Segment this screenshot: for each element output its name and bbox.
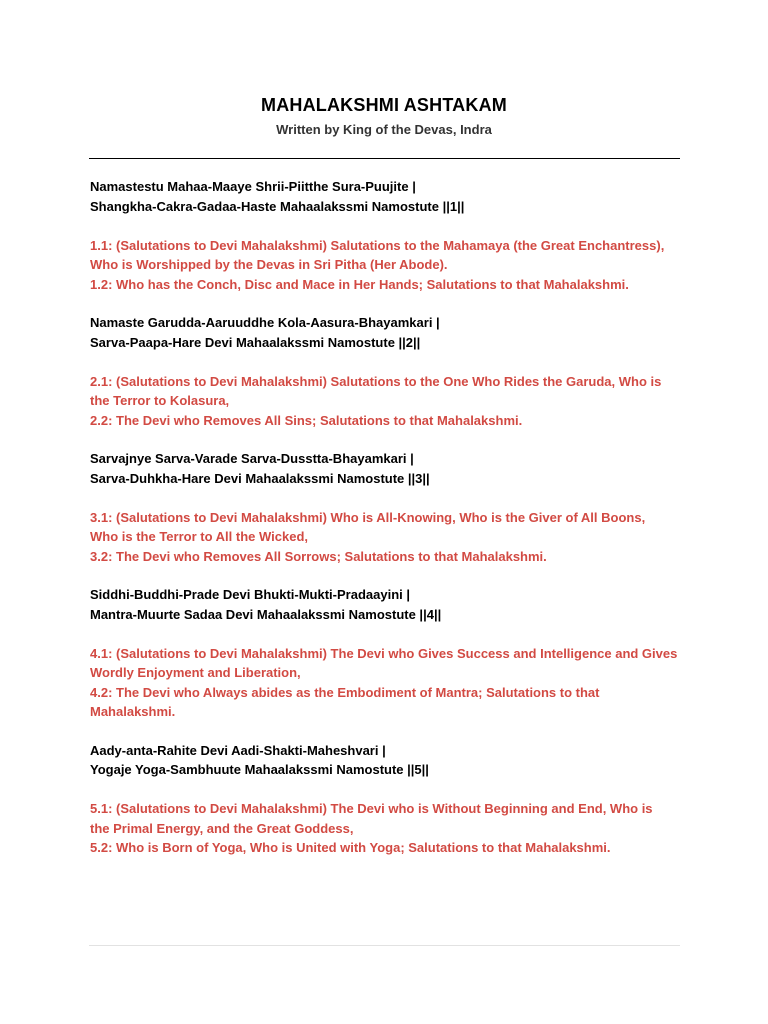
translation-line: 2.1: (Salutations to Devi Mahalakshmi) Salutations to the One Who Rides the Garuda, Who is [90, 373, 662, 389]
document-body [90, 177, 682, 858]
translation-line: 3.2: The Devi who Removes All Sorrows; Salutations to that Mahalakshmi. [90, 548, 547, 564]
translation-line: Wordly Enjoyment and Liberation, [90, 665, 301, 680]
translation-line: the Primal Energy, and the Great Goddess, [90, 820, 354, 836]
translation-block-4 [90, 644, 682, 722]
verse-line: Aady-anta-Rahite Devi Aadi-Shakti-Maheshvari | [90, 742, 386, 758]
translation-line: 4.1: (Salutations to Devi Mahalakshmi) The Devi who Gives Success and Intelligence and Gives [90, 645, 678, 661]
translation-line: Mahalakshmi. [90, 704, 176, 719]
translation-block-3 [90, 508, 682, 567]
translation-block-5 [90, 799, 682, 858]
translation-line: 1.2: Who has the Conch, Disc and Mace in Her Hands; Salutations to that Mahalakshmi. [90, 276, 629, 292]
verse-block-4 [90, 585, 682, 624]
page-title: MAHALAKSHMI ASHTAKAM [261, 95, 507, 115]
verse-block-3 [90, 449, 682, 488]
verse-line: Sarva-Paapa-Hare Devi Mahaalakssmi Namostute ||2|| [90, 334, 421, 350]
translation-line: Who is the Terror to All the Wicked, [90, 529, 309, 544]
translation-line: 4.2: The Devi who Always abides as the Embodiment of Mantra; Salutations to that [90, 684, 600, 700]
verse-line: Sarvajnye Sarva-Varade Sarva-Dusstta-Bhayamkari | [90, 451, 414, 466]
translation-line: 1.1: (Salutations to Devi Mahalakshmi) Salutations to the Mahamaya (the Great Enchantress), [90, 237, 665, 253]
verse-block-5 [90, 741, 682, 780]
verse-line: Namastestu Mahaa-Maaye Shrii-Piitthe Sura-Puujite | [90, 179, 416, 194]
translation-block-1 [90, 236, 682, 295]
verse-line: Yogaje Yoga-Sambhuute Mahaalakssmi Namostute ||5|| [90, 762, 429, 777]
translation-block-2 [90, 372, 682, 431]
translation-line: 5.1: (Salutations to Devi Mahalakshmi) The Devi who is Without Beginning and End, Who is [90, 801, 653, 816]
verse-line: Namaste Garudda-Aaruuddhe Kola-Aasura-Bhayamkari | [90, 315, 440, 330]
verse-line: Siddhi-Buddhi-Prade Devi Bhukti-Mukti-Pradaayini | [90, 587, 410, 602]
verse-block-1 [90, 177, 682, 216]
verse-block-2 [90, 313, 682, 352]
verse-line: Shangkha-Cakra-Gadaa-Haste Mahaalakssmi Namostute ||1|| [90, 198, 465, 214]
translation-line: 2.2: The Devi who Removes All Sins; Salutations to that Mahalakshmi. [90, 412, 523, 428]
translation-line: Who is Worshipped by the Devas in Sri Pitha (Her Abode). [90, 257, 448, 272]
page-bottom-divider [89, 945, 680, 946]
verse-line: Sarva-Duhkha-Hare Devi Mahaalakssmi Namostute ||3|| [90, 470, 430, 486]
translation-line: 5.2: Who is Born of Yoga, Who is United with Yoga; Salutations to that Mahalakshmi. [90, 840, 611, 855]
title-divider [89, 158, 680, 159]
translation-line: the Terror to Kolasura, [90, 393, 230, 408]
translation-line: 3.1: (Salutations to Devi Mahalakshmi) Who is All-Knowing, Who is the Giver of All Boons, [90, 509, 646, 525]
verse-line: Mantra-Muurte Sadaa Devi Mahaalakssmi Namostute ||4|| [90, 606, 442, 622]
page-subtitle: Written by King of the Devas, Indra [276, 122, 492, 137]
